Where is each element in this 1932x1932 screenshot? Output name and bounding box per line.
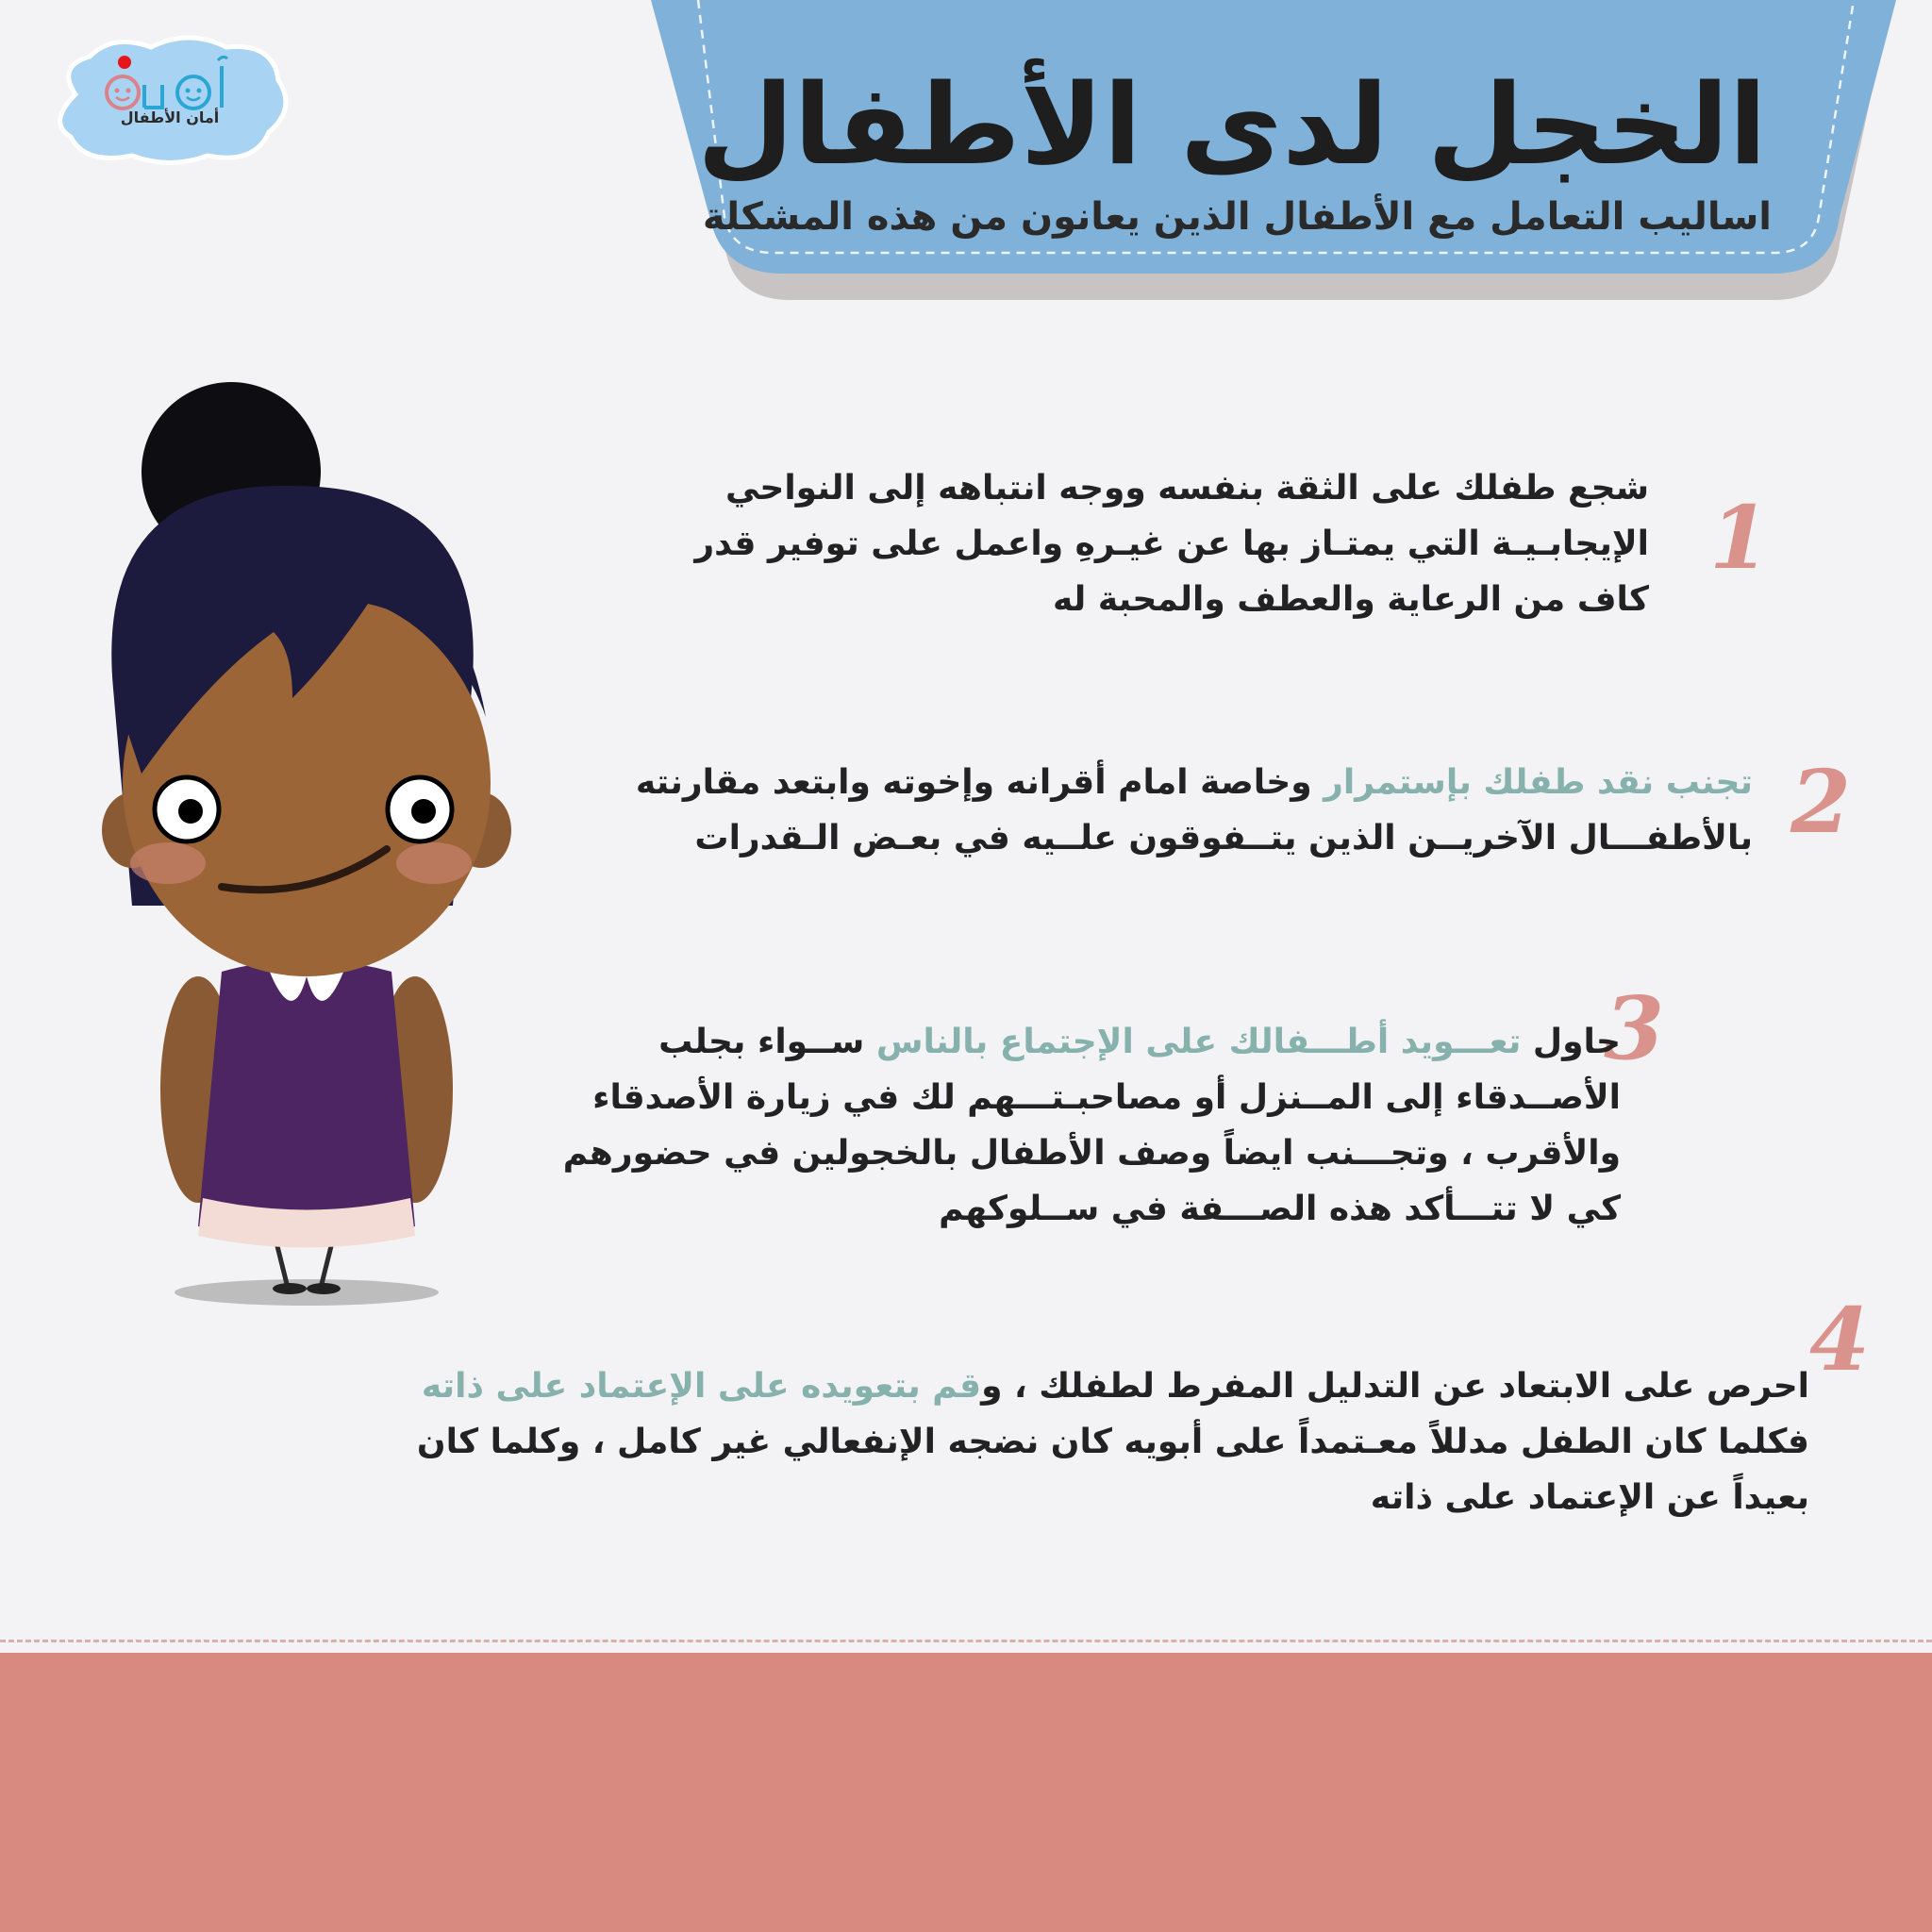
step-2-highlight: تجنب نقد طفلك بإستمرار — [1324, 763, 1753, 802]
shy-girl-illustration — [57, 377, 566, 1321]
step-1-line: شجع طفلك على الثقة بنفسه ووجه انتباهه إلى النواحي — [724, 469, 1649, 508]
step-4-line: بعيداً عن الإعتماد على ذاته — [1370, 1478, 1809, 1517]
step-4-line: فكلما كان الطفل مدللاً معـتمداً على أبويه كان نضجه الإنفعالي غير كامل ، وكلما كان — [416, 1423, 1809, 1461]
step-4-prefix: احرص على الابتعاد عن التدليل المفرط لطفلك ، و — [981, 1367, 1809, 1406]
step-number-2: 2 — [1790, 751, 1852, 853]
page-subtitle: اساليب التعامل مع الأطفال الذين يعانون من هذه المشكلة — [702, 195, 1772, 239]
step-2-line: بالأطفـــال الآخريــن الذين يتــفوقون علــيه في بعـض الـقدرات — [694, 819, 1753, 858]
page-title: الخجل لدى الأطفال — [696, 59, 1767, 190]
step-4-line — [421, 1358, 1809, 1414]
step-2-line1-rest: وخاصة امام أقرانه وإخوته وابتعد مقارنته — [635, 763, 1324, 802]
step-2-line — [635, 755, 1753, 810]
step-2-text — [635, 755, 1753, 866]
logo — [47, 28, 292, 170]
step-3-highlight: تعـــويد أطـــفالك على الإجتماع بالناس — [875, 1023, 1522, 1061]
step-3-prefix: حاول — [1521, 1023, 1621, 1061]
step-number-4: 4 — [1809, 1289, 1871, 1391]
step-4-text — [416, 1358, 1809, 1525]
step-number-3: 3 — [1604, 977, 1665, 1079]
step-3-line — [658, 1014, 1621, 1070]
step-1-line: الإيجابـيـة التي يمتـاز بها عن غيـرهِ واعمل على توفير قدر — [694, 525, 1649, 563]
footer-band — [0, 1653, 1932, 1932]
step-4-highlight: قم بتعويده على الإعتماد على ذاته — [421, 1367, 982, 1406]
step-1-line: كاف من الرعاية والعطف والمحبة له — [1052, 580, 1649, 619]
logo-caption: أمان الأطفال — [120, 108, 220, 126]
step-3-line: الأصــدقاء إلى المــنزل أو مصاحبـتـــهم لك في زيارة الأصدقاء — [592, 1078, 1621, 1117]
step-3-line: والأقرب ، وتجـــنب ايضاً وصف الأطفال بالخجولين في حضورهم — [562, 1134, 1621, 1173]
step-3-text — [562, 1014, 1621, 1237]
footer-divider — [0, 1640, 1932, 1642]
step-3-line: كي لا تتـــأكد هذه الصـــفة في ســلوكهم — [939, 1190, 1621, 1228]
step-number-1: 1 — [1709, 487, 1771, 589]
step-3-line1-rest: ســواء بجلب — [658, 1023, 876, 1061]
step-1-text — [694, 460, 1649, 627]
